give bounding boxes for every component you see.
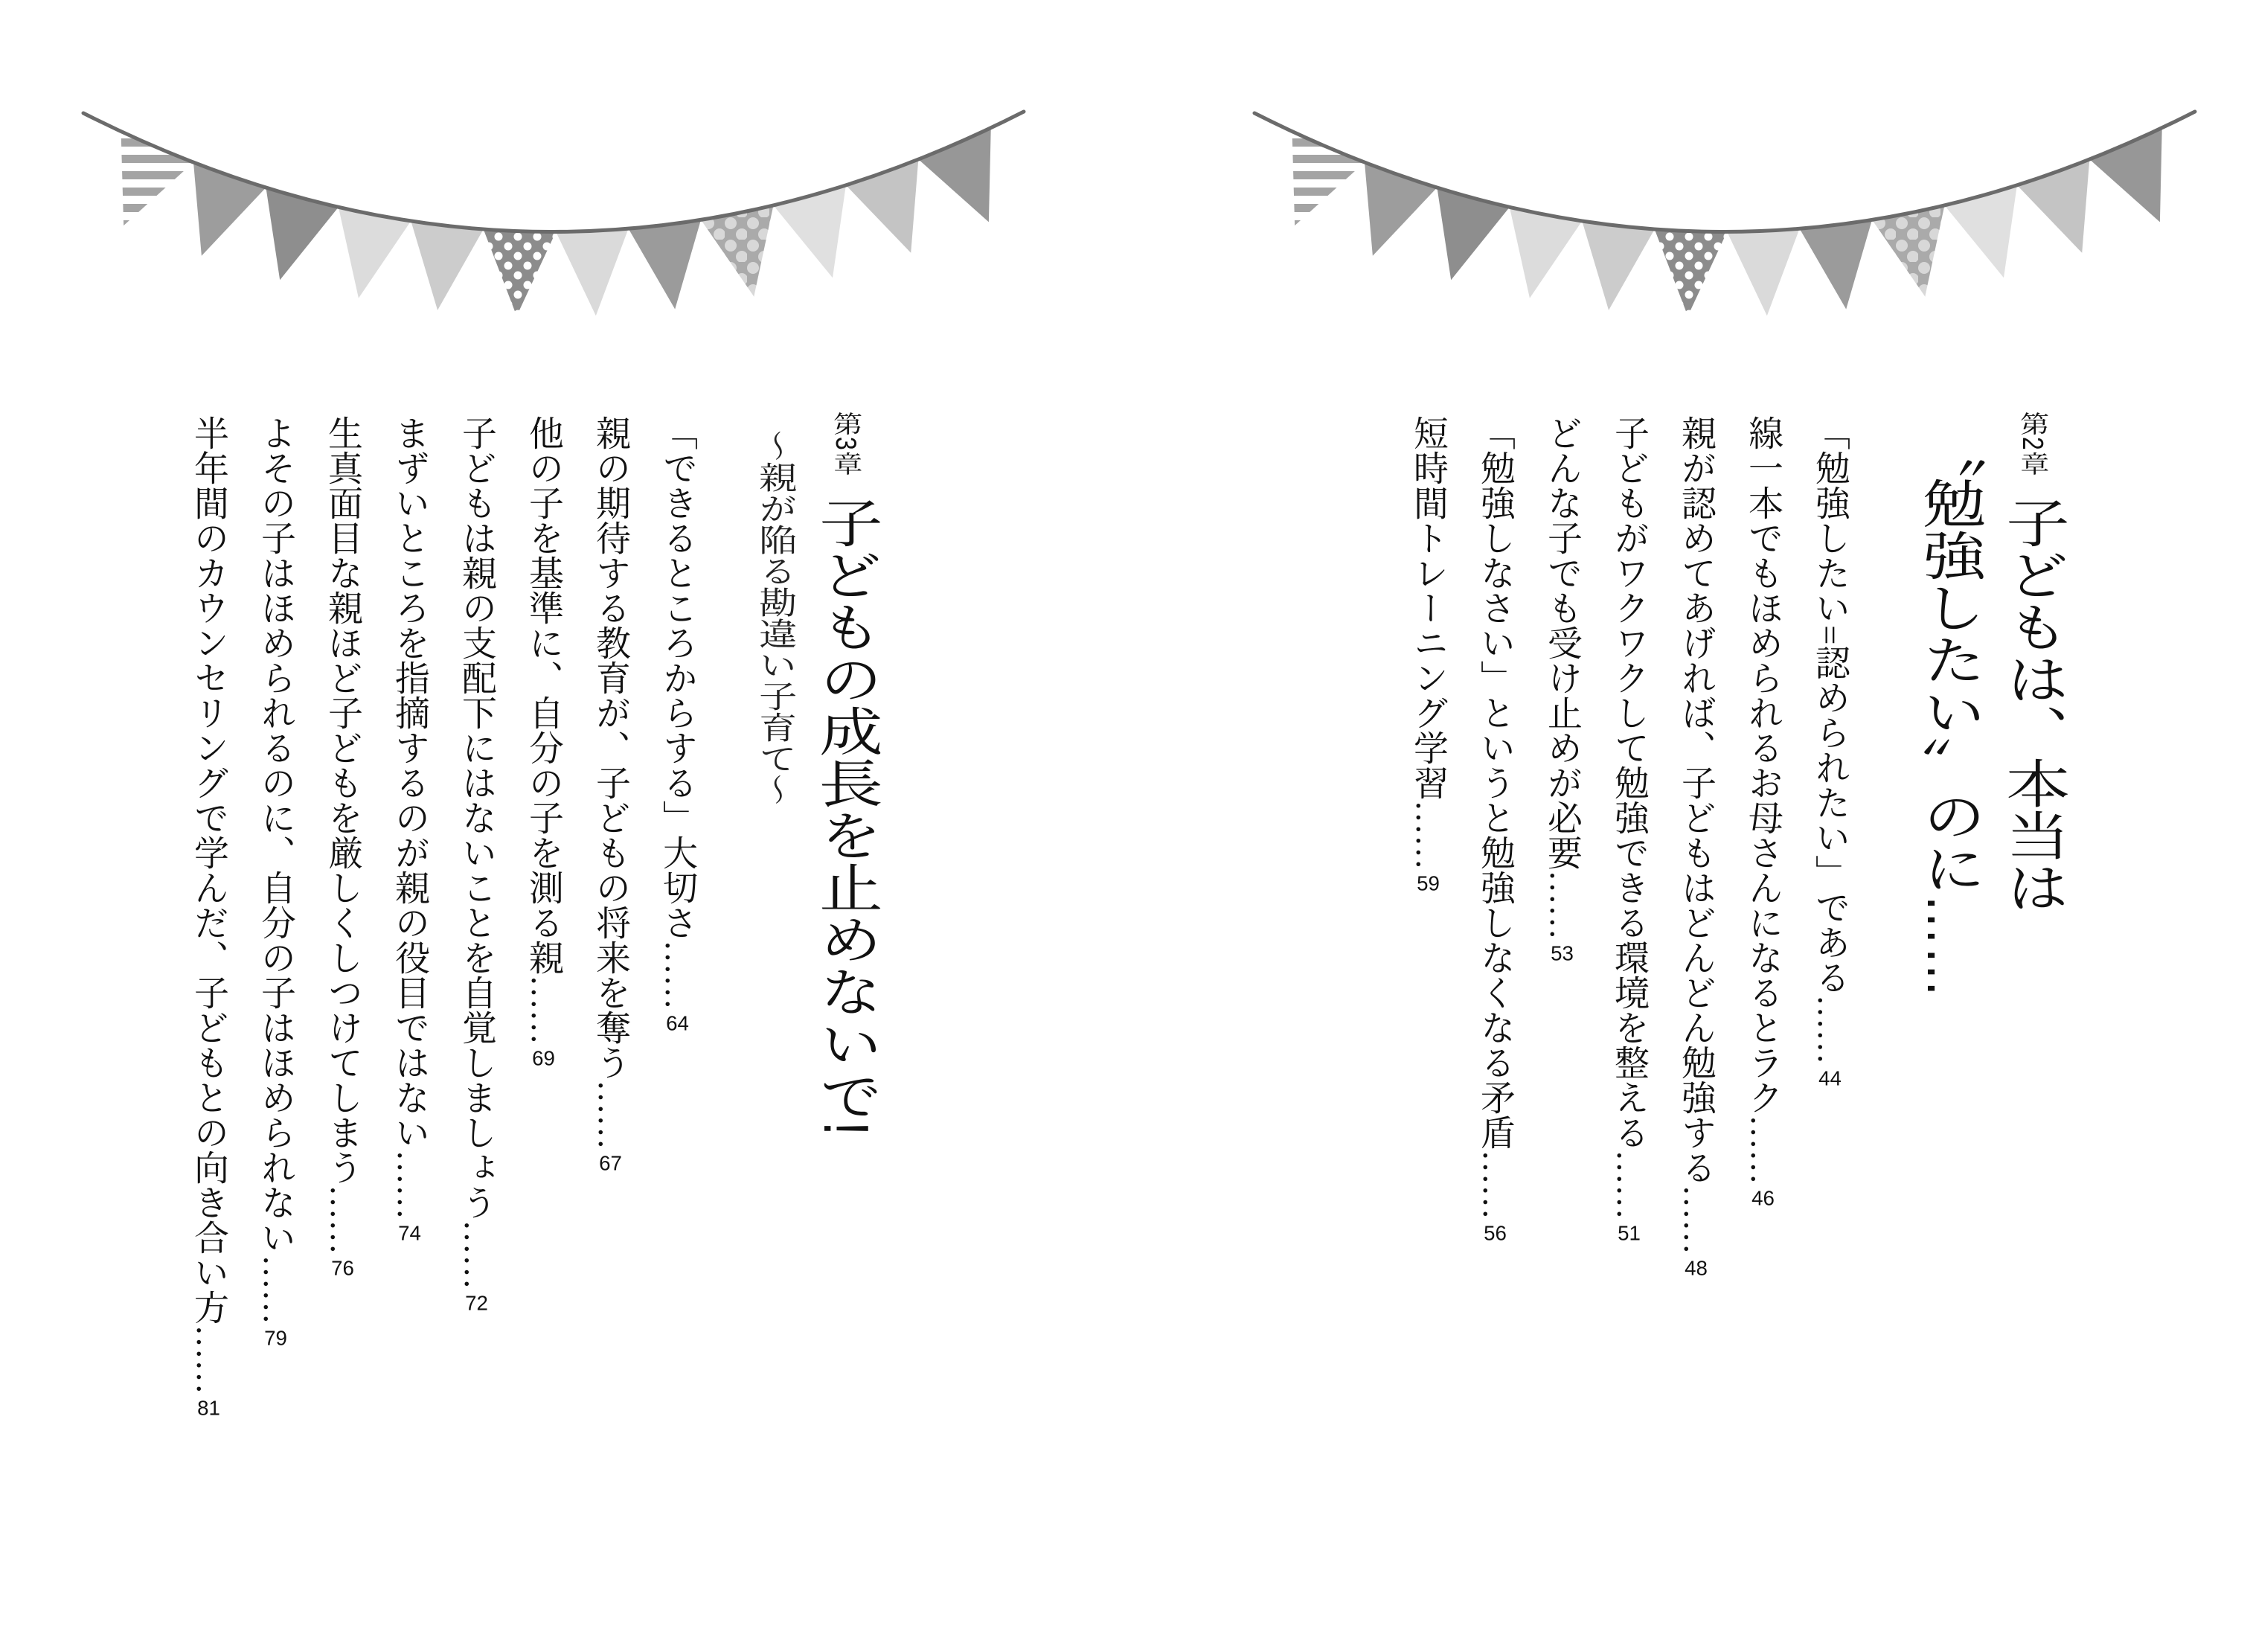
chapter2-heading (1914, 412, 2068, 998)
chapter2-entry-list (1378, 415, 1847, 1628)
toc-entry-text: どんな子でも受け止めが必要…… (1542, 415, 1581, 940)
toc-entry-page-number: 74 (398, 1223, 421, 1243)
toc-entry (457, 415, 496, 1628)
toc-entry-page-number: 46 (1751, 1188, 1775, 1208)
toc-entry (1544, 415, 1579, 1628)
chapter3-title: 子どもの成長を止めないで! (810, 496, 882, 1136)
toc-entry-page-number: 76 (331, 1258, 354, 1278)
toc-entry-text: 親が認めてあげれば、子どもはどんどん勉強する…… (1676, 415, 1715, 1255)
toc-entry (189, 415, 228, 1628)
toc-entry (1678, 415, 1713, 1628)
toc-entry-text: 「できるところからする」大切さ…… (658, 415, 696, 1010)
toc-entry (1611, 415, 1646, 1628)
toc-entry-text: 他の子を基準に、自分の子を測る親…… (524, 415, 562, 1045)
toc-entry-page-number: 72 (465, 1293, 488, 1313)
toc-entry-text: 短時間トレーニング学習…… (1408, 415, 1447, 870)
toc-entry-page-number: 59 (1417, 873, 1440, 894)
bunting-garland (77, 106, 1030, 329)
toc-entry-page-number: 53 (1551, 943, 1574, 964)
toc-entry-text: 子どもは親の支配下にはないことを自覚しましょう…… (457, 415, 496, 1290)
toc-entry-text: 線一本でもほめられるお母さんになるとラク…… (1743, 415, 1782, 1185)
toc-entry-page-number: 67 (599, 1153, 622, 1174)
toc-page-chapter2 (1125, 0, 2250, 1652)
toc-entry (1410, 415, 1445, 1628)
chapter3-heading (754, 412, 882, 1136)
toc-entry-page-number: 44 (1818, 1067, 1842, 1089)
toc-entry-text: まずいところを指摘するのが親の役目ではない…… (390, 415, 429, 1220)
chapter3-label: 第3章 (830, 412, 863, 477)
chapter3-subtitle: 〜親が陥る勘違い子育て〜 (754, 430, 798, 805)
toc-entry-text: よその子はほめられるのに、自分の子はほめられない…… (256, 415, 295, 1325)
chapter2-title-line1: 子どもは、本当は (1997, 496, 2068, 913)
toc-entry-page-number: 48 (1685, 1258, 1708, 1278)
toc-entry (592, 415, 627, 1628)
toc-entry (1477, 415, 1512, 1628)
toc-entry (525, 415, 560, 1628)
toc-entry (256, 415, 295, 1628)
toc-entry-text: 半年間のカウンセリングで学んだ、子どもとの向き合い方…… (189, 415, 228, 1395)
chapter2-title-column (1997, 412, 2068, 998)
toc-entry-page-number: 79 (264, 1328, 287, 1348)
toc-entry (1812, 415, 1847, 1628)
toc-entry-page-number: 64 (666, 1013, 689, 1034)
toc-entry-page-number: 81 (197, 1398, 220, 1418)
toc-entry (390, 415, 429, 1628)
toc-entry-text: 「勉強したい=認められたい」である…… (1810, 415, 1849, 1065)
toc-entry-page-number: 51 (1618, 1223, 1641, 1243)
toc-entry-page-number: 69 (532, 1048, 555, 1069)
toc-entry-text: 生真面目な親ほど子どもを厳しくしつけてしまう…… (323, 415, 362, 1255)
chapter2-label: 第2章 (2016, 412, 2050, 477)
bunting-garland (1249, 106, 2201, 329)
chapter3-title-column (810, 412, 882, 1136)
toc-entry (323, 415, 362, 1628)
toc-entry (659, 415, 694, 1628)
toc-entry (1745, 415, 1780, 1628)
toc-entry-text: 子どもがワクワクして勉強できる環境を整える…… (1609, 415, 1648, 1220)
chapter2-title-line2: 〝勉強したい〟のに…… (1914, 425, 1985, 998)
chapter3-entry-list (158, 415, 694, 1628)
toc-entry-page-number: 56 (1484, 1223, 1507, 1243)
toc-entry-text: 「勉強しなさい」というと勉強しなくなる矛盾…… (1475, 415, 1514, 1220)
toc-entry-text: 親の期待する教育が、子どもの将来を奪う…… (591, 415, 629, 1150)
